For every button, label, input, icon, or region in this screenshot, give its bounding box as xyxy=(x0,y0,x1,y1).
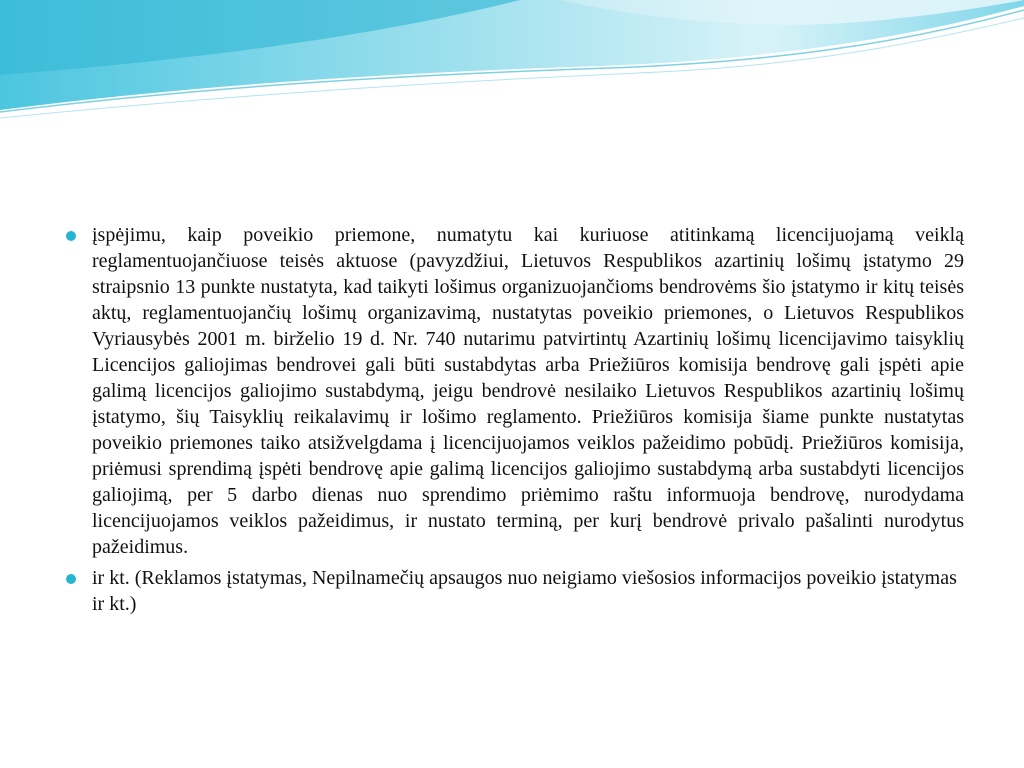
bullet-item xyxy=(66,222,964,560)
wave-header-decoration xyxy=(0,0,1024,130)
bullet-item xyxy=(66,565,964,617)
bullet-text: įspėjimu, kaip poveikio priemone, numatytu kai kuriuose atitinkamą licencijuojamą veiklą reglamentuojančiuose teisės aktuose (pavyzdžiui, Lietuvos Respublikos azartinių lošimų įstatymo 29 straipsnio 13 punkte nustatyta, kad taikyti lošimus organizuojančioms bendrovėms šio įstatymo ir kitų teisės aktų, reglamentuojančių lošimų organizavimą, nustatytas poveikio priemones, o Lietuvos Respublikos Vyriausybės 2001 m. birželio 19 d. Nr. 740 nutarimu patvirtintų Azartinių lošimų licencijavimo taisyklių Licencijos galiojimas bendrovei gali būti sustabdytas arba Priežiūros komisija bendrovę gali įspėti apie galimą licencijos galiojimo sustabdymą, jeigu bendrovė nesilaiko Lietuvos Respublikos azartinių lošimų įstatymo, šių Taisyklių reikalavimų ir lošimo reglamento. Priežiūros komisija šiame punkte nustatytas poveikio priemones taiko atsižvelgdama į licencijuojamos veiklos pažeidimo pobūdį. Priežiūros komisija, priėmusi sprendimą įspėti bendrovę apie galimą licencijos galiojimo sustabdymą arba sustabdyti licencijos galiojimą, per 5 darbo dienas nuo sprendimo priėmimo raštu informuoja bendrovę, nurodydama licencijuojamos veiklos pažeidimus, ir nustato terminą, per kurį bendrovė privalo pašalinti nurodytus pažeidimus. xyxy=(92,224,964,558)
bullet-dot-icon xyxy=(66,574,76,584)
slide-body xyxy=(66,222,964,622)
bullet-list xyxy=(66,222,964,617)
bullet-dot-icon xyxy=(66,231,76,241)
bullet-text: ir kt. (Reklamos įstatymas, Nepilnamečių apsaugos nuo neigiamo viešosios informacijos poveikio įstatymas ir kt.) xyxy=(92,567,957,615)
